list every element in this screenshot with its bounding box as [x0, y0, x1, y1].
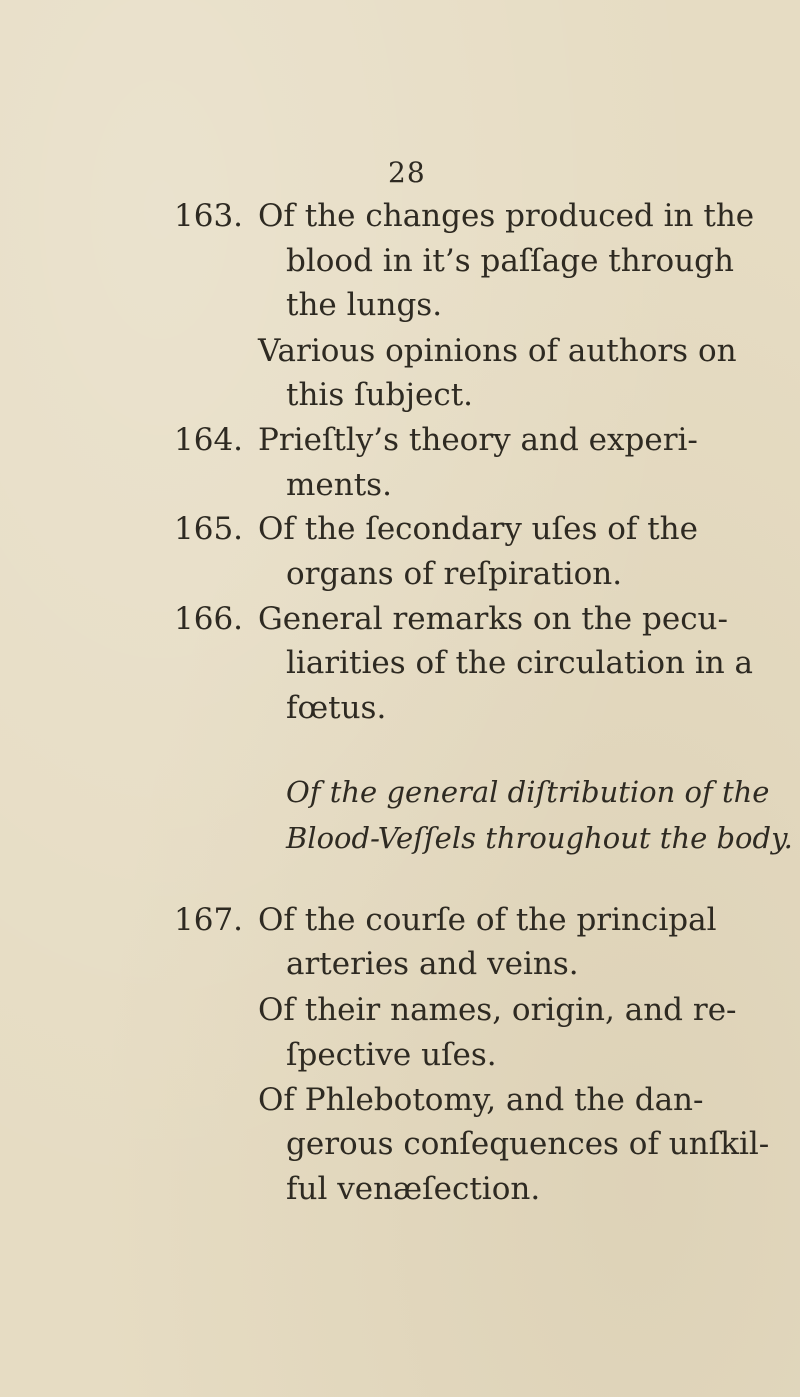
entry-number: 165.	[174, 511, 244, 547]
entry-line: Of Phlebotomy, and the dan-	[258, 1082, 704, 1118]
entry-line: gerous conſequences of unſkil-	[286, 1126, 770, 1162]
entry-line: liarities of the circulation in a	[286, 645, 754, 681]
entry-number: 164.	[174, 422, 244, 458]
entry-line: ful venæſection.	[286, 1171, 541, 1207]
entry-line: organs of reſpiration.	[286, 556, 623, 592]
entry-line: ſpective uſes.	[286, 1037, 497, 1073]
entry-line: Of the changes produced in the	[258, 198, 755, 234]
section-heading-line: Of the general diſtribution of the	[286, 775, 770, 809]
entry-number: 163.	[174, 198, 244, 234]
entry-line: Of the ſecondary uſes of the	[258, 511, 698, 547]
entry-line: ments.	[286, 467, 392, 503]
page-number: 28	[388, 156, 426, 189]
entry-number: 166.	[174, 601, 244, 637]
entry-line: this ſubject.	[286, 377, 474, 413]
entry-line: the lungs.	[286, 287, 443, 323]
entry-line: Various opinions of authors on	[258, 333, 737, 369]
entry-number: 167.	[174, 902, 244, 938]
entry-line: Of their names, origin, and re-	[258, 992, 737, 1028]
entry-line: fœtus.	[286, 690, 387, 726]
section-heading-line: Blood-Veſſels throughout the body.	[286, 821, 793, 855]
entry-line: Of the courſe of the principal	[258, 902, 717, 938]
entry-line: blood in it’s paſſage through	[286, 243, 734, 279]
entry-line: Prieſtly’s theory and experi-	[258, 422, 698, 458]
entry-line: General remarks on the pecu-	[258, 601, 728, 637]
entry-line: arteries and veins.	[286, 946, 579, 982]
